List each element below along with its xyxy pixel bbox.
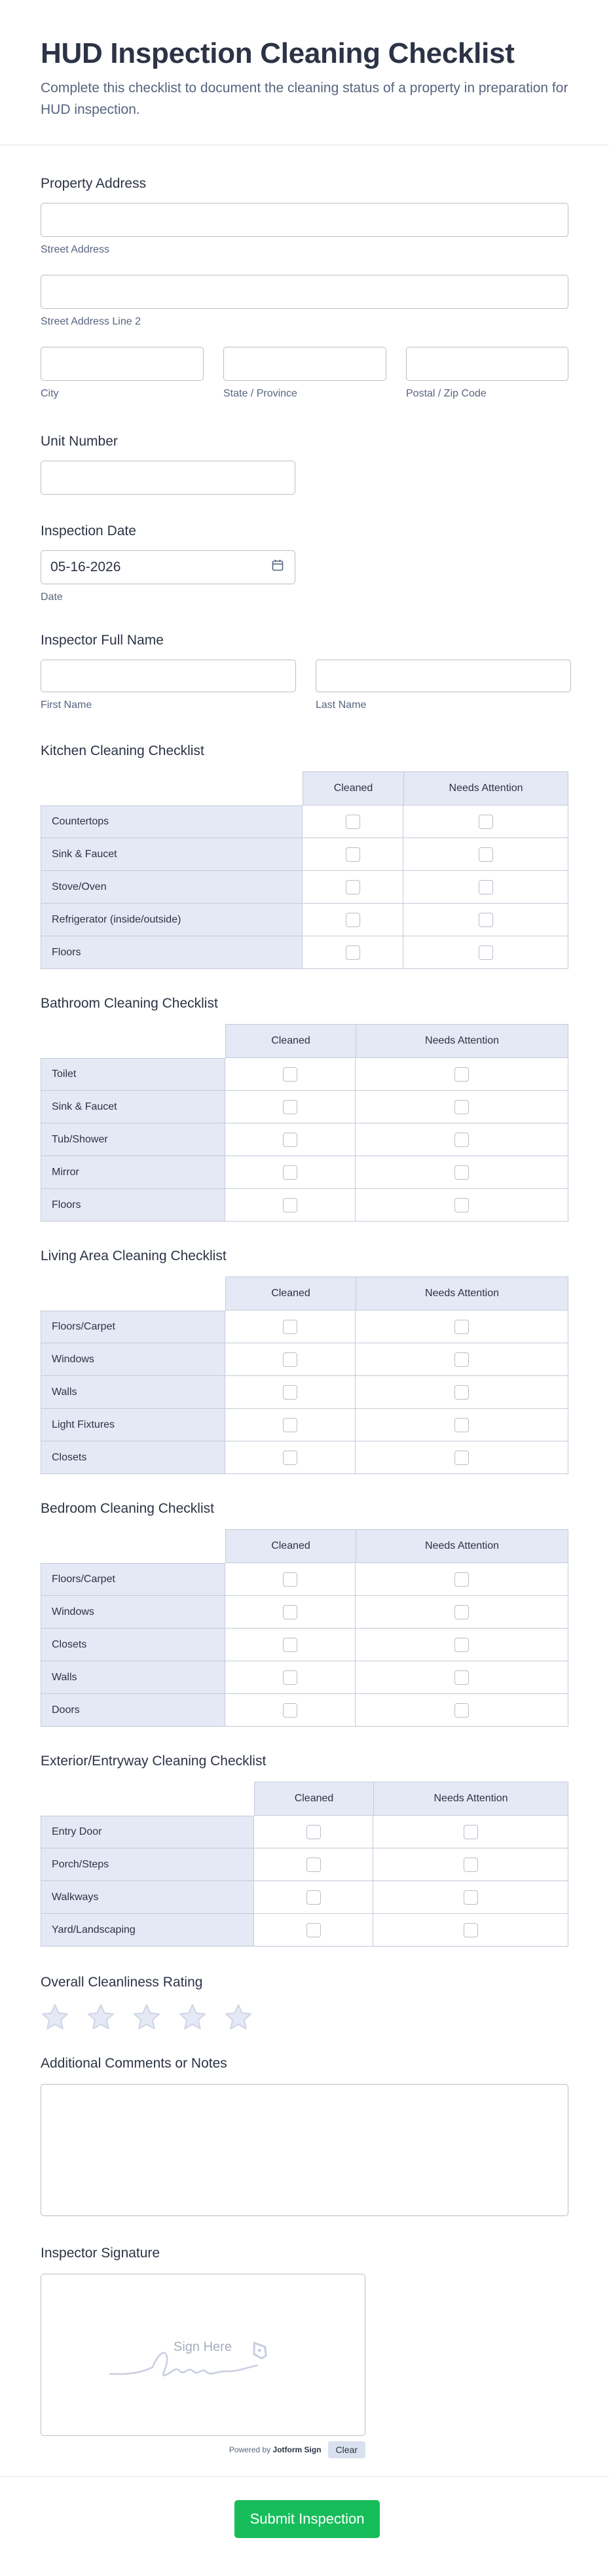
checkbox[interactable] [454, 1670, 469, 1685]
matrix-cell [225, 1123, 356, 1156]
checkbox[interactable] [306, 1825, 321, 1839]
property-address-field [41, 175, 568, 400]
inspection-date-field [41, 523, 295, 604]
checkbox[interactable] [454, 1320, 469, 1334]
inspection-date-sublabel: Date [41, 591, 63, 603]
street-address-line2-input[interactable] [41, 275, 568, 309]
matrix-row-label: Stove/Oven [41, 871, 303, 904]
matrix-cell [373, 1816, 568, 1848]
checkbox[interactable] [306, 1923, 321, 1937]
clear-signature-button[interactable]: Clear [328, 2441, 365, 2458]
powered-by-text: Powered by Jotform Sign [229, 2445, 322, 2454]
checkbox[interactable] [283, 1670, 297, 1685]
matrix-row [41, 936, 568, 969]
checkbox[interactable] [283, 1638, 297, 1652]
matrix-cell [373, 1881, 568, 1914]
matrix-row [41, 1156, 568, 1189]
matrix-row [41, 838, 568, 871]
matrix-cell [225, 1563, 356, 1596]
matrix-cell [356, 1123, 568, 1156]
zip-input[interactable] [406, 347, 568, 381]
checkbox[interactable] [464, 1858, 478, 1872]
city-input[interactable] [41, 347, 204, 381]
matrix-column-header: Needs Attention [403, 771, 568, 805]
matrix-row-label: Sink & Faucet [41, 1091, 225, 1123]
matrix-cell [356, 1409, 568, 1441]
matrix-corner [41, 1277, 225, 1311]
matrix-row-label: Walls [41, 1661, 225, 1694]
matrix-row-label: Entry Door [41, 1816, 254, 1848]
checklist-field [41, 995, 568, 1222]
last-name-input[interactable] [316, 660, 571, 692]
checkbox[interactable] [464, 1923, 478, 1937]
matrix-cell [225, 1629, 356, 1661]
matrix-row-label: Porch/Steps [41, 1848, 254, 1881]
matrix-cell [225, 1596, 356, 1629]
checkbox[interactable] [479, 913, 493, 927]
matrix-column-header: Cleaned [225, 1529, 356, 1563]
checklist-matrix [41, 1277, 568, 1474]
matrix-row-label: Tub/Shower [41, 1123, 225, 1156]
matrix-row-label: Walkways [41, 1881, 254, 1914]
checkbox[interactable] [283, 1133, 297, 1147]
matrix-row [41, 1091, 568, 1123]
first-name-sublabel: First Name [41, 699, 92, 711]
matrix-row-label: Yard/Landscaping [41, 1914, 254, 1947]
star-icon[interactable] [132, 2003, 161, 2032]
unit-number-field [41, 433, 295, 495]
matrix-row-label: Walls [41, 1376, 225, 1409]
checkbox[interactable] [306, 1858, 321, 1872]
matrix-row [41, 1123, 568, 1156]
matrix-corner [41, 1024, 225, 1058]
checklist-field [41, 1500, 568, 1727]
inspection-date-input[interactable] [41, 550, 295, 584]
checklist-title: Living Area Cleaning Checklist [41, 1248, 227, 1263]
matrix-row [41, 1343, 568, 1376]
matrix-cell [403, 805, 568, 838]
matrix-cell [303, 904, 403, 936]
city-sublabel: City [41, 388, 59, 399]
matrix-cell [303, 838, 403, 871]
form-header [0, 0, 609, 145]
matrix-cell [225, 1311, 356, 1343]
matrix-column-header: Cleaned [303, 771, 403, 805]
signature-field [41, 2245, 365, 2458]
inspection-date-label: Inspection Date [41, 523, 136, 538]
matrix-cell [356, 1343, 568, 1376]
matrix-row-label: Light Fixtures [41, 1409, 225, 1441]
state-input[interactable] [223, 347, 386, 381]
matrix-cell [356, 1376, 568, 1409]
matrix-row-label: Doors [41, 1694, 225, 1727]
checkbox[interactable] [283, 1385, 297, 1400]
checklist-field [41, 1248, 568, 1474]
checkbox[interactable] [346, 945, 360, 960]
matrix-column-header: Cleaned [254, 1782, 373, 1816]
checklist-matrix [41, 771, 568, 969]
checkbox[interactable] [283, 1605, 297, 1619]
matrix-cell [303, 936, 403, 969]
comments-field [41, 2055, 568, 2219]
checkbox[interactable] [283, 1352, 297, 1367]
matrix-column-header: Needs Attention [356, 1529, 568, 1563]
matrix-cell [225, 1694, 356, 1727]
matrix-row-label: Windows [41, 1343, 225, 1376]
checkbox[interactable] [283, 1418, 297, 1432]
checkbox[interactable] [454, 1133, 469, 1147]
checkbox[interactable] [454, 1067, 469, 1082]
matrix-row-label: Closets [41, 1441, 225, 1474]
checkbox[interactable] [346, 913, 360, 927]
matrix-row [41, 1848, 568, 1881]
checkbox[interactable] [283, 1320, 297, 1334]
checkbox[interactable] [283, 1703, 297, 1718]
checkbox[interactable] [346, 815, 360, 829]
checklist-field [41, 743, 568, 969]
signature-scribble-icon [107, 2335, 303, 2387]
matrix-cell [225, 1343, 356, 1376]
matrix-cell [356, 1596, 568, 1629]
checkbox[interactable] [346, 880, 360, 894]
checkbox[interactable] [479, 880, 493, 894]
checkbox[interactable] [283, 1100, 297, 1114]
matrix-row-label: Windows [41, 1596, 225, 1629]
matrix-row [41, 1563, 568, 1596]
inspection-date-value: 05-16-2026 [50, 559, 121, 574]
checklist-field [41, 1753, 568, 1947]
checkbox[interactable] [346, 847, 360, 862]
matrix-cell [356, 1091, 568, 1123]
checkbox[interactable] [479, 815, 493, 829]
checkbox[interactable] [454, 1703, 469, 1718]
checklist-title: Bedroom Cleaning Checklist [41, 1501, 214, 1516]
inspector-name-field [41, 632, 571, 712]
comments-label: Additional Comments or Notes [41, 2056, 227, 2071]
matrix-column-header: Needs Attention [373, 1782, 568, 1816]
matrix-row [41, 1058, 568, 1091]
street-address-sublabel: Street Address [41, 244, 109, 255]
checkbox[interactable] [283, 1198, 297, 1212]
checkbox[interactable] [454, 1638, 469, 1652]
matrix-cell [225, 1376, 356, 1409]
checkbox[interactable] [464, 1825, 478, 1839]
matrix-row [41, 1914, 568, 1947]
matrix-row [41, 871, 568, 904]
zip-sublabel: Postal / Zip Code [406, 388, 487, 399]
checkbox[interactable] [479, 945, 493, 960]
matrix-row [41, 1409, 568, 1441]
property-address-label: Property Address [41, 176, 147, 191]
star-icon[interactable] [178, 2003, 207, 2032]
matrix-cell [356, 1058, 568, 1091]
checkbox[interactable] [283, 1165, 297, 1180]
matrix-row [41, 805, 568, 838]
checkbox[interactable] [454, 1418, 469, 1432]
matrix-corner [41, 771, 303, 805]
matrix-cell [403, 904, 568, 936]
last-name-sublabel: Last Name [316, 699, 367, 711]
street-address-line2-sublabel: Street Address Line 2 [41, 316, 141, 327]
matrix-row-label: Floors/Carpet [41, 1311, 225, 1343]
matrix-cell [225, 1156, 356, 1189]
matrix-cell [225, 1661, 356, 1694]
matrix-row-label: Floors/Carpet [41, 1563, 225, 1596]
matrix-row [41, 1881, 568, 1914]
checkbox[interactable] [306, 1890, 321, 1905]
matrix-cell [254, 1816, 373, 1848]
matrix-cell [356, 1694, 568, 1727]
matrix-row-label: Floors [41, 1189, 225, 1222]
matrix-row [41, 1661, 568, 1694]
unit-number-input[interactable] [41, 461, 295, 495]
star-icon[interactable] [41, 2003, 69, 2032]
checklist-matrix [41, 1024, 568, 1222]
rating-field [41, 1974, 253, 2032]
matrix-cell [225, 1409, 356, 1441]
checkbox[interactable] [454, 1165, 469, 1180]
submit-button[interactable]: Submit Inspection [234, 2500, 380, 2538]
matrix-row-label: Toilet [41, 1058, 225, 1091]
matrix-column-header: Cleaned [225, 1277, 356, 1311]
matrix-cell [254, 1881, 373, 1914]
matrix-column-header: Cleaned [225, 1024, 356, 1058]
matrix-cell [303, 871, 403, 904]
matrix-row [41, 1376, 568, 1409]
matrix-row [41, 1629, 568, 1661]
checklist-title: Bathroom Cleaning Checklist [41, 996, 218, 1011]
checkbox[interactable] [454, 1451, 469, 1465]
street-address-input[interactable] [41, 203, 568, 237]
matrix-row-label: Sink & Faucet [41, 838, 303, 871]
matrix-row-label: Closets [41, 1629, 225, 1661]
matrix-cell [356, 1661, 568, 1694]
checkbox[interactable] [454, 1605, 469, 1619]
matrix-row [41, 1441, 568, 1474]
matrix-column-header: Needs Attention [356, 1277, 568, 1311]
first-name-input[interactable] [41, 660, 296, 692]
matrix-row [41, 1694, 568, 1727]
matrix-row-label: Mirror [41, 1156, 225, 1189]
matrix-cell [225, 1189, 356, 1222]
form-title: HUD Inspection Cleaning Checklist [41, 37, 515, 69]
matrix-cell [303, 805, 403, 838]
matrix-corner [41, 1782, 254, 1816]
form-footer [0, 2476, 609, 2576]
checkbox[interactable] [454, 1572, 469, 1587]
checkbox[interactable] [454, 1198, 469, 1212]
inspector-name-label: Inspector Full Name [41, 633, 164, 648]
matrix-cell [356, 1311, 568, 1343]
matrix-cell [225, 1441, 356, 1474]
signature-label: Inspector Signature [41, 2246, 160, 2261]
signature-placeholder: Sign Here [174, 2340, 232, 2354]
checklist-title: Exterior/Entryway Cleaning Checklist [41, 1754, 267, 1769]
checkbox[interactable] [283, 1067, 297, 1082]
state-sublabel: State / Province [223, 388, 297, 399]
matrix-corner [41, 1529, 225, 1563]
matrix-row-label: Countertops [41, 805, 303, 838]
matrix-row [41, 1311, 568, 1343]
unit-number-label: Unit Number [41, 434, 118, 449]
matrix-row [41, 1596, 568, 1629]
matrix-cell [403, 871, 568, 904]
matrix-cell [373, 1848, 568, 1881]
matrix-cell [373, 1914, 568, 1947]
checkbox[interactable] [283, 1572, 297, 1587]
checkbox[interactable] [454, 1352, 469, 1367]
checkbox[interactable] [283, 1451, 297, 1465]
matrix-cell [225, 1091, 356, 1123]
rating-label: Overall Cleanliness Rating [41, 1975, 203, 1990]
matrix-cell [356, 1563, 568, 1596]
signature-pad[interactable] [41, 2274, 365, 2436]
checklist-matrix [41, 1529, 568, 1727]
matrix-cell [403, 936, 568, 969]
matrix-row-label: Refrigerator (inside/outside) [41, 904, 303, 936]
checkbox[interactable] [479, 847, 493, 862]
checklist-matrix [41, 1782, 568, 1947]
star-rating [41, 2003, 253, 2032]
signature-footer [41, 2441, 365, 2458]
checkbox[interactable] [454, 1100, 469, 1114]
checkbox[interactable] [464, 1890, 478, 1905]
matrix-cell [403, 838, 568, 871]
matrix-row-label: Floors [41, 936, 303, 969]
checkbox[interactable] [454, 1385, 469, 1400]
star-icon[interactable] [86, 2003, 115, 2032]
matrix-row [41, 904, 568, 936]
matrix-cell [225, 1058, 356, 1091]
checklist-title: Kitchen Cleaning Checklist [41, 743, 204, 758]
matrix-cell [356, 1189, 568, 1222]
form-description: Complete this checklist to document the cleaning status of a property in preparation for HUD inspection. [41, 80, 568, 117]
matrix-column-header: Needs Attention [356, 1024, 568, 1058]
matrix-row [41, 1816, 568, 1848]
calendar-icon[interactable] [271, 559, 284, 576]
comments-textarea[interactable] [41, 2084, 568, 2216]
matrix-cell [254, 1914, 373, 1947]
matrix-cell [254, 1848, 373, 1881]
star-icon[interactable] [224, 2003, 253, 2032]
matrix-cell [356, 1629, 568, 1661]
matrix-row [41, 1189, 568, 1222]
matrix-cell [356, 1441, 568, 1474]
matrix-cell [356, 1156, 568, 1189]
